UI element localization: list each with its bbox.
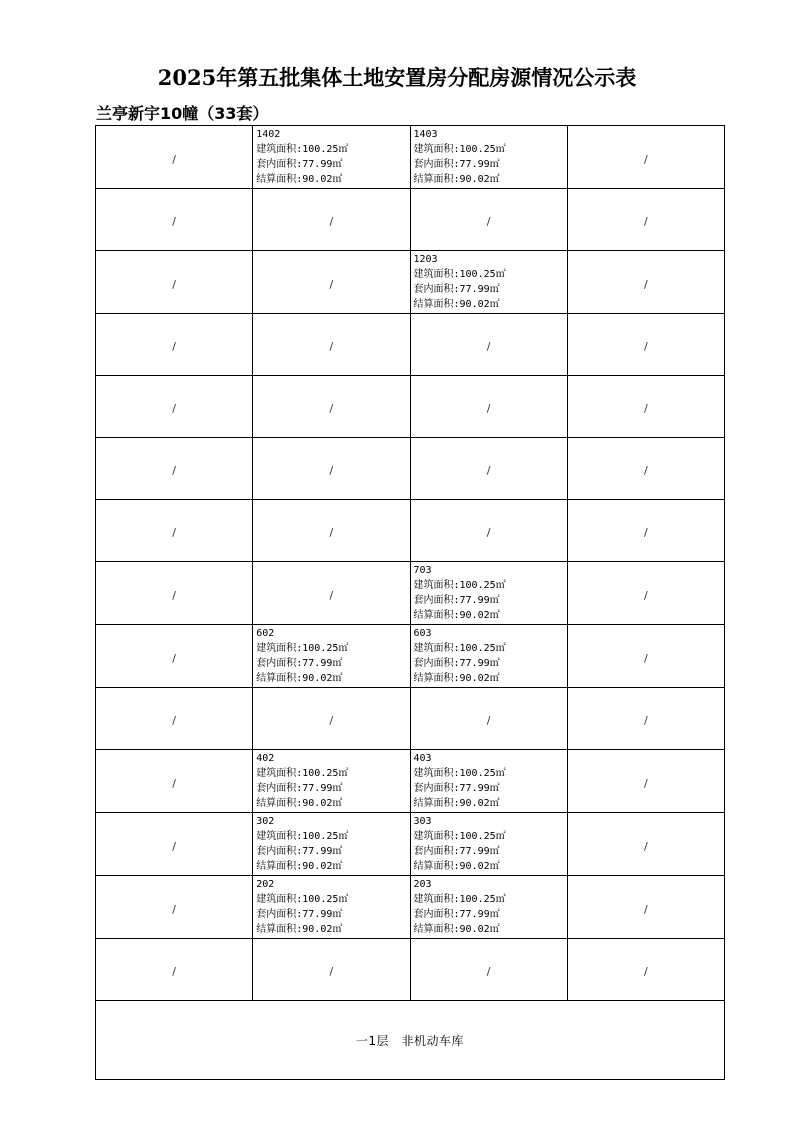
unit-grid bbox=[95, 125, 725, 1080]
empty-mark: / bbox=[172, 526, 176, 539]
room-number: 202 bbox=[256, 879, 275, 890]
room-number: 703 bbox=[413, 565, 432, 576]
empty-mark: / bbox=[644, 277, 648, 291]
empty-cell bbox=[96, 688, 253, 750]
empty-cell bbox=[253, 939, 410, 1001]
gross-area: 建筑面积:100.25㎡ bbox=[413, 580, 506, 591]
unit-cell bbox=[253, 813, 410, 876]
empty-mark: / bbox=[644, 588, 648, 602]
empty-mark: / bbox=[486, 464, 491, 477]
gross-area: 建筑面积:100.25㎡ bbox=[256, 144, 349, 155]
empty-cell bbox=[96, 562, 253, 625]
room-number: 203 bbox=[413, 879, 432, 890]
building-label: 兰亭新宇10幢（33套） bbox=[96, 104, 269, 123]
empty-mark: / bbox=[329, 526, 334, 539]
empty-cell bbox=[96, 126, 253, 189]
room-number: 303 bbox=[413, 816, 432, 827]
empty-mark: / bbox=[172, 464, 176, 477]
empty-cell bbox=[96, 750, 253, 813]
settlement-area: 结算面积:90.02㎡ bbox=[413, 174, 500, 185]
floor-row bbox=[96, 939, 725, 1001]
empty-mark: / bbox=[172, 902, 176, 916]
gross-area: 建筑面积:100.25㎡ bbox=[413, 768, 506, 779]
settlement-area: 结算面积:90.02㎡ bbox=[413, 798, 500, 809]
empty-mark: / bbox=[644, 902, 648, 916]
empty-mark: / bbox=[644, 215, 648, 228]
unit-cell bbox=[253, 625, 410, 688]
unit-cell bbox=[410, 126, 567, 189]
footer-cell: 一1层 非机动车库 bbox=[96, 1001, 725, 1080]
gross-area: 建筑面积:100.25㎡ bbox=[413, 269, 506, 280]
room-number: 1403 bbox=[413, 129, 438, 140]
gross-area: 建筑面积:100.25㎡ bbox=[413, 643, 506, 654]
floor-row bbox=[96, 813, 725, 876]
empty-cell bbox=[567, 251, 724, 314]
empty-mark: / bbox=[644, 776, 648, 790]
empty-cell bbox=[567, 126, 724, 189]
empty-mark: / bbox=[644, 965, 648, 978]
gross-area: 建筑面积:100.25㎡ bbox=[413, 831, 506, 842]
settlement-area: 结算面积:90.02㎡ bbox=[256, 798, 343, 809]
empty-cell bbox=[96, 314, 253, 376]
empty-cell bbox=[567, 688, 724, 750]
unit-cell bbox=[410, 251, 567, 314]
page-title: 2025年第五批集体土地安置房分配房源情况公示表 bbox=[157, 65, 637, 90]
gross-area: 建筑面积:100.25㎡ bbox=[256, 831, 349, 842]
inner-area: 套内面积:77.99㎡ bbox=[413, 783, 500, 794]
settlement-area: 结算面积:90.02㎡ bbox=[256, 673, 343, 684]
empty-cell bbox=[567, 813, 724, 876]
settlement-area: 结算面积:90.02㎡ bbox=[256, 861, 343, 872]
empty-cell bbox=[96, 376, 253, 438]
empty-mark: / bbox=[644, 464, 648, 477]
unit-cell bbox=[410, 813, 567, 876]
empty-mark: / bbox=[486, 402, 491, 415]
floor-row bbox=[96, 251, 725, 314]
empty-cell bbox=[253, 500, 410, 562]
room-number: 1203 bbox=[413, 254, 438, 265]
floor-row bbox=[96, 876, 725, 939]
empty-mark: / bbox=[329, 215, 334, 228]
settlement-area: 结算面积:90.02㎡ bbox=[256, 924, 343, 935]
empty-cell bbox=[253, 314, 410, 376]
empty-cell bbox=[253, 688, 410, 750]
empty-mark: / bbox=[644, 526, 648, 539]
unit-cell bbox=[253, 750, 410, 813]
empty-mark: / bbox=[486, 340, 491, 353]
floor-row bbox=[96, 126, 725, 189]
floor-row bbox=[96, 376, 725, 438]
unit-grid-body bbox=[96, 126, 725, 1001]
empty-cell bbox=[567, 314, 724, 376]
empty-cell bbox=[96, 939, 253, 1001]
inner-area: 套内面积:77.99㎡ bbox=[256, 783, 343, 794]
empty-mark: / bbox=[329, 464, 334, 477]
empty-mark: / bbox=[644, 714, 648, 727]
empty-mark: / bbox=[644, 651, 648, 665]
inner-area: 套内面积:77.99㎡ bbox=[413, 846, 500, 857]
empty-mark: / bbox=[644, 839, 648, 853]
empty-mark: / bbox=[172, 965, 176, 978]
floor-row bbox=[96, 438, 725, 500]
empty-cell bbox=[96, 251, 253, 314]
empty-mark: / bbox=[172, 776, 176, 790]
empty-cell bbox=[410, 376, 567, 438]
empty-cell bbox=[567, 376, 724, 438]
empty-mark: / bbox=[172, 714, 176, 727]
empty-mark: / bbox=[329, 714, 334, 727]
empty-cell bbox=[253, 376, 410, 438]
empty-mark: / bbox=[486, 215, 491, 228]
room-number: 302 bbox=[256, 816, 275, 827]
empty-mark: / bbox=[172, 588, 176, 602]
empty-cell bbox=[96, 625, 253, 688]
room-number: 402 bbox=[256, 753, 275, 764]
inner-area: 套内面积:77.99㎡ bbox=[256, 909, 343, 920]
unit-cell bbox=[410, 750, 567, 813]
settlement-area: 结算面积:90.02㎡ bbox=[413, 610, 500, 621]
inner-area: 套内面积:77.99㎡ bbox=[413, 658, 500, 669]
empty-mark: / bbox=[329, 402, 334, 415]
footer-row bbox=[96, 1001, 725, 1080]
settlement-area: 结算面积:90.02㎡ bbox=[413, 299, 500, 310]
empty-cell bbox=[253, 438, 410, 500]
settlement-area: 结算面积:90.02㎡ bbox=[256, 174, 343, 185]
empty-mark: / bbox=[329, 277, 334, 291]
empty-cell bbox=[567, 876, 724, 939]
empty-mark: / bbox=[486, 714, 491, 727]
empty-mark: / bbox=[172, 340, 176, 353]
floor-row bbox=[96, 500, 725, 562]
empty-mark: / bbox=[172, 839, 176, 853]
empty-cell bbox=[96, 189, 253, 251]
settlement-area: 结算面积:90.02㎡ bbox=[413, 861, 500, 872]
empty-cell bbox=[96, 500, 253, 562]
gross-area: 建筑面积:100.25㎡ bbox=[413, 894, 506, 905]
unit-cell bbox=[253, 876, 410, 939]
empty-mark: / bbox=[172, 215, 176, 228]
empty-mark: / bbox=[329, 588, 334, 602]
floor-row bbox=[96, 688, 725, 750]
empty-mark: / bbox=[486, 965, 491, 978]
empty-cell bbox=[253, 251, 410, 314]
empty-cell bbox=[410, 939, 567, 1001]
empty-mark: / bbox=[644, 340, 648, 353]
gross-area: 建筑面积:100.25㎡ bbox=[413, 144, 506, 155]
inner-area: 套内面积:77.99㎡ bbox=[413, 595, 500, 606]
room-number: 1402 bbox=[256, 129, 281, 140]
empty-cell bbox=[96, 813, 253, 876]
empty-cell bbox=[410, 438, 567, 500]
gross-area: 建筑面积:100.25㎡ bbox=[256, 768, 349, 779]
empty-cell bbox=[567, 750, 724, 813]
floor-row bbox=[96, 314, 725, 376]
empty-cell bbox=[96, 876, 253, 939]
empty-cell bbox=[253, 562, 410, 625]
empty-mark: / bbox=[644, 152, 648, 166]
empty-cell bbox=[567, 189, 724, 251]
gross-area: 建筑面积:100.25㎡ bbox=[256, 643, 349, 654]
empty-cell bbox=[567, 500, 724, 562]
empty-mark: / bbox=[172, 277, 176, 291]
empty-cell bbox=[410, 189, 567, 251]
empty-mark: / bbox=[329, 965, 334, 978]
unit-cell bbox=[253, 126, 410, 189]
room-number: 602 bbox=[256, 628, 275, 639]
empty-mark: / bbox=[172, 651, 176, 665]
empty-cell bbox=[567, 438, 724, 500]
inner-area: 套内面积:77.99㎡ bbox=[413, 909, 500, 920]
gross-area: 建筑面积:100.25㎡ bbox=[256, 894, 349, 905]
empty-mark: / bbox=[644, 402, 648, 415]
empty-cell bbox=[567, 625, 724, 688]
unit-cell bbox=[410, 625, 567, 688]
inner-area: 套内面积:77.99㎡ bbox=[256, 846, 343, 857]
empty-mark: / bbox=[172, 152, 176, 166]
unit-cell bbox=[410, 876, 567, 939]
settlement-area: 结算面积:90.02㎡ bbox=[413, 924, 500, 935]
inner-area: 套内面积:77.99㎡ bbox=[256, 159, 343, 170]
empty-cell bbox=[410, 314, 567, 376]
inner-area: 套内面积:77.99㎡ bbox=[413, 284, 500, 295]
empty-cell bbox=[253, 189, 410, 251]
empty-cell bbox=[96, 438, 253, 500]
empty-cell bbox=[567, 939, 724, 1001]
empty-cell bbox=[410, 500, 567, 562]
floor-row bbox=[96, 562, 725, 625]
empty-cell bbox=[410, 688, 567, 750]
settlement-area: 结算面积:90.02㎡ bbox=[413, 673, 500, 684]
floor-row bbox=[96, 189, 725, 251]
empty-mark: / bbox=[329, 340, 334, 353]
floor-row bbox=[96, 750, 725, 813]
room-number: 603 bbox=[413, 628, 432, 639]
empty-cell bbox=[567, 562, 724, 625]
unit-cell bbox=[410, 562, 567, 625]
empty-mark: / bbox=[172, 402, 176, 415]
empty-mark: / bbox=[486, 526, 491, 539]
floor-row bbox=[96, 625, 725, 688]
room-number: 403 bbox=[413, 753, 432, 764]
inner-area: 套内面积:77.99㎡ bbox=[256, 658, 343, 669]
inner-area: 套内面积:77.99㎡ bbox=[413, 159, 500, 170]
